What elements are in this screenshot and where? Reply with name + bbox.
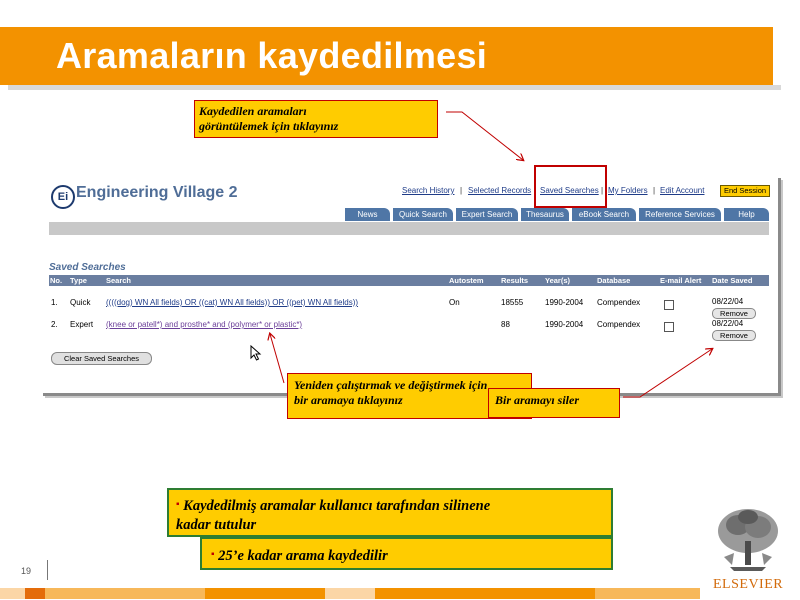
column-header: E-mail Alert <box>660 276 702 285</box>
column-header: Database <box>597 276 631 285</box>
row-years: 1990-2004 <box>545 320 584 329</box>
elsevier-tree-logo-icon <box>710 505 786 575</box>
footer-bar-segment <box>25 588 45 599</box>
footer-bar-segment <box>595 588 700 599</box>
footer-bar-segment <box>205 588 325 599</box>
link-edit-account[interactable]: Edit Account <box>660 186 705 195</box>
row-date-saved: 08/22/04 <box>712 319 744 328</box>
arrow-to-saved-searches <box>446 112 523 160</box>
link-selected-records[interactable]: Selected Records <box>468 186 532 195</box>
row-number: 2. <box>51 320 58 329</box>
link-separator: | <box>653 186 656 195</box>
column-header: Year(s) <box>545 276 571 285</box>
callout-remove-search: Bir aramayı siler <box>488 388 620 418</box>
note-max-saved <box>200 537 613 570</box>
row-type: Expert <box>70 320 94 329</box>
column-header: Date Saved <box>712 276 753 285</box>
row-results: 88 <box>501 320 510 329</box>
row-database: Compendex <box>597 320 641 329</box>
note-saved-kept <box>167 488 613 537</box>
bullet-icon: ▪ <box>211 549 215 560</box>
tab-quick-search[interactable]: Quick Search <box>393 208 453 221</box>
row-date-saved: 08/22/04 <box>712 297 744 306</box>
row-autostem: On <box>449 298 460 307</box>
remove-button[interactable]: Remove <box>712 330 756 341</box>
note-1-line2: kadar tutulur <box>176 517 257 533</box>
saved-search-link[interactable]: (knee or patell*) and prosthe* and (polymer* or plastic*) <box>106 320 303 329</box>
note-1-line1: Kaydedilmiş aramalar kullanıcı tarafından silinene <box>183 498 491 514</box>
page-number: 19 <box>21 566 32 576</box>
ei-logo-icon: Ei <box>51 185 75 209</box>
row-number: 1. <box>51 298 58 307</box>
saved-search-link[interactable]: ((((dog) WN All fields) OR ((cat) WN All fields)) OR ((pet) WN All fields)) <box>106 298 359 307</box>
link-separator: | <box>601 186 604 195</box>
callout-rerun-line2: bir aramaya tıklayınız <box>294 393 403 407</box>
callout-view-saved-line2: görüntülemek için tıklayınız <box>199 119 339 133</box>
column-header: Autostem <box>449 276 484 285</box>
saved-searches-heading: Saved Searches <box>49 262 126 273</box>
arrow-to-search-link <box>270 334 284 383</box>
row-results: 18555 <box>501 298 524 307</box>
column-header: Search <box>106 276 132 285</box>
tab-reference-services[interactable]: Reference Services <box>639 208 721 221</box>
remove-button[interactable]: Remove <box>712 308 756 319</box>
link-separator: | <box>534 186 537 195</box>
link-my-folders[interactable]: My Folders <box>608 186 648 195</box>
footer-bar-segment <box>375 588 595 599</box>
link-saved-searches[interactable]: Saved Searches <box>540 186 599 195</box>
tab-expert-search[interactable]: Expert Search <box>456 208 518 221</box>
footer-bar-segment <box>325 588 375 599</box>
row-years: 1990-2004 <box>545 298 584 307</box>
footer-bar-segment <box>45 588 205 599</box>
elsevier-brand-text: ELSEVIER <box>713 577 784 592</box>
clear-saved-searches-button[interactable]: Clear Saved Searches <box>51 352 152 365</box>
tab-ebook-search[interactable]: eBook Search <box>572 208 636 221</box>
end-session-button[interactable]: End Session <box>720 185 770 197</box>
footer-bar-segment <box>0 588 25 599</box>
note-2-text: 25’e kadar arama kaydedilir <box>218 548 388 564</box>
page-number-divider <box>47 560 48 580</box>
link-search-history[interactable]: Search History <box>402 186 455 195</box>
callout-view-saved-line1: Kaydedilen aramaları <box>199 104 307 118</box>
tab-help[interactable]: Help <box>724 208 769 221</box>
ev-logo-text: Engineering Village 2 <box>76 184 238 201</box>
column-header: Type <box>70 276 87 285</box>
column-header: Results <box>501 276 529 285</box>
tab-thesaurus[interactable]: Thesaurus <box>521 208 569 221</box>
callout-rerun-line1: Yeniden çalıştırmak ve değiştirmek için <box>294 378 488 392</box>
tab-news[interactable]: News <box>345 208 390 221</box>
link-separator: | <box>460 186 463 195</box>
bullet-icon: ▪ <box>176 499 180 510</box>
column-header: No. <box>50 276 63 285</box>
slide-title: Aramaların kaydedilmesi <box>56 35 488 76</box>
row-database: Compendex <box>597 298 641 307</box>
arrow-to-remove-button <box>623 349 712 397</box>
row-type: Quick <box>70 298 91 307</box>
